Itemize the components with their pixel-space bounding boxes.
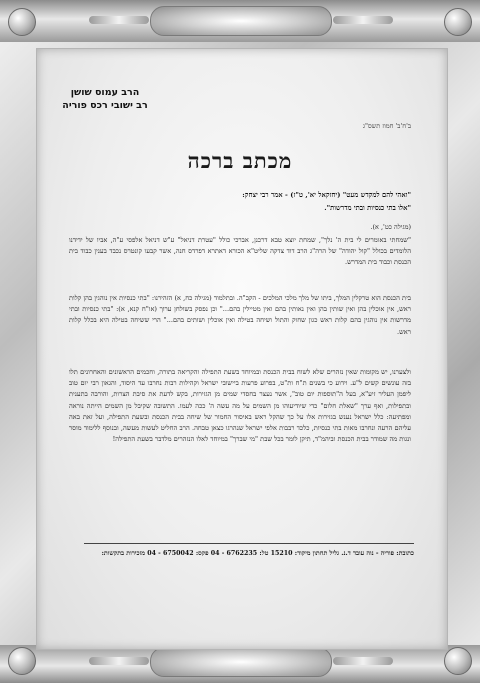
quote-source: (מגילה כט', א). (370, 223, 411, 231)
letter-paper (36, 48, 448, 650)
paragraph-3: ולצערנו, יש מקומות שאין נזהרים שלא לשוח בבית הכנסת ובמיוחד בשעת התפילה והקריאה בתורה, וחכמים הראשונים והאחרונים תלו בזה עונשים קשים ל"ע. וידוע כי בשנים ת"ח ות"ט, בפרוע פרעות ביישובי ישראל וקהילות רבות נחרבו עד היסוד, והגאון רבי יום טוב ליפמן העליר זיע"א, בעל ה"תוספות יום טוב", אשר נעצר בחסדי שמים מן הגזירות, בקש לדעת את סיבת הצרות, והורבה בתענית ובתפילות, ואף ערך "שאלת חלום" כדי שיודיעוהו מן השמים על מה עשה ה' ככה לעמו. התשובה שקיבל מן השמים הייתה נוראה ומפתיעה: כלל ישראל נענש בגזירות אלו על כך שהקל ראש באיסור החמור של שיחה בבית הכנסת ובשעת התפילה, ועל זאת באה עליהם הרעה ונחרבו מאות בתי כנסיות, כלכד רבבות אלפי ישראל שנהרגו כצאן טבחה. הרב החליט לעשות מעשה, ובנוסף ללימוד מוסר ונגות מה שמודר בבית הכנסת וביהמ"ד, תיקן לומר בכל שבת "מי שברך" במיוחד לאלו הנזהרים מלדבר בשעת התפילה! (69, 368, 411, 444)
opening-quote-continuation: "אלו בתי כנסיות ובתי מדרשות". (324, 204, 411, 212)
opening-quote: "ואהי להם למקדש מעט" (יחזקאל יא', ט"ז) - אמר רבי יצחק: (242, 191, 411, 199)
corner-ornament-bottom-right (444, 647, 472, 675)
sender-title: רב ישובי רכס פוריה (62, 100, 148, 111)
contact-footer: כתובת: פוריה - נוה עובד ד.נ. גליל תחתון מיקוד: 15210 טל: 6762235 - 04 פקס: 6750042 - 04 מזכירות בתקשות: (101, 550, 414, 557)
corner-ornament-top-right (444, 8, 472, 36)
contact-divider (84, 543, 414, 544)
letter-date: ב'ח'ב' חמוז תשס"ג (362, 122, 411, 130)
letter-title: מכתב ברכה (187, 148, 293, 173)
paragraph-1: "שמחתי באומרים לי בית ה' נלך", שמחת יוצא טבא דרכנן, אברכי כולל "עטרת דניאל" ע"ש דניאל אלפסי ע"ה, אביו של ידידנו הלומדים בכולל "קול יהודה" של הרה"ג הרב דוד צדקה שליט"א הכורא דאתרא דפרדס חנה, אשר קבעו קונטרס נכבד בענין כבוד בית הכנסת וכבוד בית המדרש. (69, 236, 411, 267)
sender-block (45, 86, 165, 112)
corner-ornament-bottom-left (8, 647, 36, 675)
sender-name: הרב עמוס שושן (70, 87, 140, 98)
corner-ornament-top-left (8, 8, 36, 36)
frame-top-ornament (150, 6, 332, 36)
frame-bottom-ornament (150, 647, 332, 677)
paragraph-2: בית הכנסת הוא טרקלין המלך, ביתו של מלך מלכי המלכים - הקב"ה. ובתלמוד (מגילה כח, א) הזהירנו: "בתי כנסיות אין נוהגין בהן קלות ראש, אין אוכלין בהן ואין שותין בהן ואין נאותין בהם ואין מטיילין בהם..." וכן נפסק בשולחן ערוך (או"ח קנא, א): "בתי כנסיות ובתי מדרשות אין נוהגין בהם קלות ראש כגון שחוק והתול ושיחה בטילה ואין אוכלין ושותים בהם..." הרי ששיחה בטילה היא בכלל קלות ראש. (69, 294, 411, 336)
